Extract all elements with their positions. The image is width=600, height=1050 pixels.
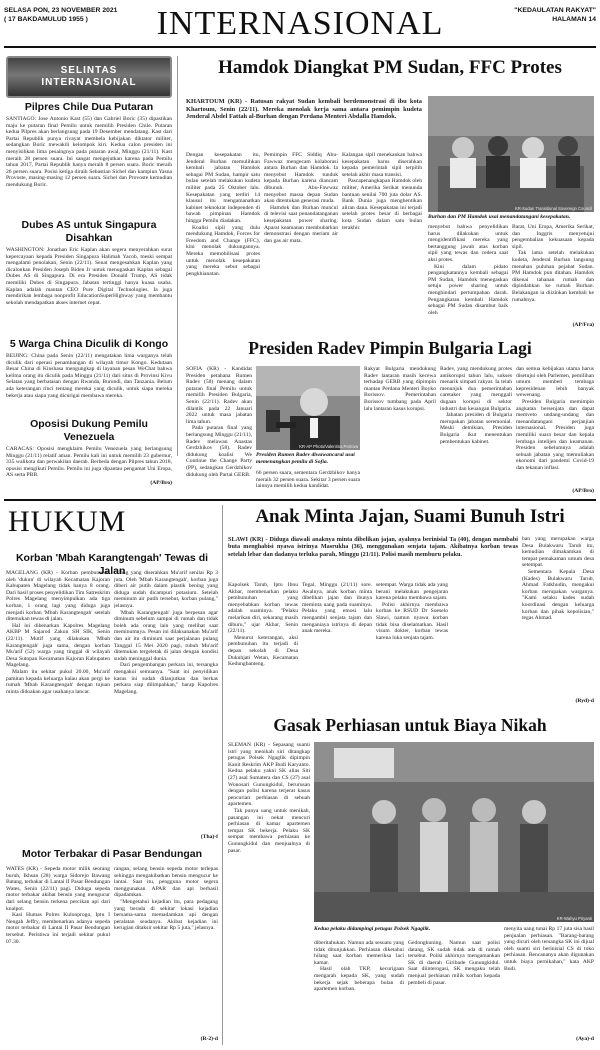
issue-date: SELASA PON, 23 NOVEMBER 2021 (4, 7, 118, 14)
brief-body (6, 116, 172, 216)
brief-paragraph: CARACAS: Oposisi mengklaim Pemilu Venezuela yang berlangsung Minggu (21/11) relatif aman. Pemilu kali ini untuk memilih 23 gubernur, 335 walikota dan perwakilan daerah. Berbeda dengan Pilpres tahun 2018, oposisi mengikuti Pemilu. Pemilu ini juga dipantau pengamat Uni Eropa, AS serta PBB. (6, 446, 172, 479)
article-paragraph: Rakyat Bulgaria mendukung Radev lantaran masih kecewa terhadap GERB yang dipimpin mantan Perdana Menteri Boyko Borissov. Pemerintahan Borissov tumbang pada April lalu lantaran kasus korupsi. (364, 366, 436, 412)
article-paragraph: Sementara Kepala Desa (Kades) Bulakwaru Tarub, Ahmad Fatkhudin, mengakui korban merupakan warganya. "Kami selaku kades sudah koordinasi dengan keluarga korban dan pihak kepolisian," tegas Ahmad. (522, 568, 594, 622)
photo-credit: KR-Sudan Transitional Sovereign Council (514, 206, 592, 211)
article-paragraph: WATES (KR) - Sepeda motor milik seorang buruh, Ikhsan (28) warga Sidorejo Bawang Batang, terbakar di Lantai II Pasar Bendungan Wates, Senin (22/11) pagi. Diduga sepeda motor terbakar akibat bensin yang mengucur dari selang bensin terkena percikan api dari knalpot. (6, 866, 110, 912)
article-paragraph: rangan, selang bensin sepeda motor terlepas sehingga mengakibatkan bensin mengucur ke lantai. Saat itu, pengguna motor segera menggunakan APAR dan api berhasil dipadamkan. (114, 866, 218, 899)
article-column (6, 570, 110, 834)
newspaper-motto: "KEDAULATAN RAKYAT" (514, 7, 596, 14)
brief-body (6, 247, 172, 335)
article-column (504, 926, 594, 1034)
article-paragraph: Kalangan sipil menekankan bahwa kesepakatan harus diserahkan kepada pemerintah sipil terpilih setelah akhir masa transisi. (342, 152, 422, 178)
article-column (228, 582, 298, 706)
article-paragraph: "Uang yang diserahkan Mu'arif senilai Rp 3 juta. Oleh 'Mbah Karangtengah', korban juga diberi air putih dalam plastik bening yang diduga sudah dicampuri potasium. Setelah meminum air putih tersebut, korban pulang," jelasnya. (114, 570, 218, 609)
article-paragraph: Kasi Humas Polres Kulonprogo, Iptu I Nengah Jeffry, membenarkan adanya sepeda motor terbakar di Lantai II Pasar Bendungan tersebut. Peristiwa ini terjadi sekitar pukul 07.30. (6, 912, 110, 945)
article-column (516, 366, 594, 488)
brief-paragraph: BEIJING: China pada Senin (22/11) mengatakan lima warganya telah diculik dari operasi penambangan di wilayah timur Kongo. Kedutaan Besar China di Kinshasa mengungkap di layanan pesan WeChat bahwa kelima orang itu diculik pada Minggu (21/11) dari situs di Provinsi Kivu Selatan yang berbatasan dengan Rwanda, Burundi, dan Tanzania. Belum ada keterangan rinci tentang mereka yang diculik, untuk siapa mereka bekerja atau siapa yang dicurigai membawa mereka. (6, 353, 172, 399)
photo-caption: Burhan dan PM Hamdok usai menandatangani kesepakatan. (428, 214, 571, 220)
article-column (342, 152, 422, 328)
article-column (512, 224, 594, 320)
article-paragraph: Gedongkuning. Namun saat polisi datang, SK sudah tidak ada di rumah tersebut. Polisi akhirnya mengamankan SK di daerah Giribade Gunungkidul. Saat diinterogasi, SK mengaku telah menjual perhiasan milik korban kepada pembeli di pasar. (408, 940, 500, 986)
article-paragraph: Malam itu sekitar pukul 20.00, Mu'arif pamitan kepada keluarga kalau akan pergi ke rumah 'Mbah Karangtengah' dengan tujuan minta didoakan agar usahanya lancar. (6, 668, 110, 695)
article-paragraph: Dari pengembangan perkara ini, tersangka mengakui semuanya. "Saat ini penyidikan kasus ini sudah dilanjutkan dan berkas perkara siap dilimpahkan," harap Kapolres Magelang. (114, 662, 218, 695)
section-title: INTERNASIONAL (156, 5, 444, 42)
brief-body (6, 446, 172, 480)
byline: (AP/Bro) (572, 488, 594, 494)
headline-mbah-karangtengah: Korban 'Mbah Karangtengah' Tewas di Jalan (15, 552, 209, 577)
photo-illustration (314, 742, 594, 922)
article-paragraph: ban yang merupakan warga Desa Bulakwaru Tarub itu, kemudian dimakamkan di tempat pemakaman umum desa setempat. (522, 536, 594, 569)
masthead (4, 4, 596, 48)
article-paragraph: menyebut bahwa penyelidikan harus dilakukan untuk mengidentifikasi mereka yang bertanggung jawab atas korban sipil yang tewas dan cedera saat aksi protes. (428, 224, 508, 263)
article-column (376, 582, 448, 706)
article-paragraph: "Mengetahui kejadian itu, para pedagang yang berada di sekitar lokasi kejadian bersama-sama memadamkan api dengan peralatan seadanya. Akibat kejadian ini kerugian ditaksir sekitar Rp 5 juta," jelasnya. (114, 898, 218, 932)
photo-radev (256, 366, 360, 450)
article-column (186, 152, 260, 328)
photo-credit: KR-Wahyu Priyanti (556, 916, 592, 921)
brief-headline: 5 Warga China Diculik di Kongo (9, 338, 169, 350)
article-paragraph: MAGELANG (KR) - Korban pembunuhan oleh 'dukun' di wilayah Kecamatan Kajoran Kabupaten Magelang tidak hanya 8 orang. Dari hasil proses penyelidikan Tim Satreskrim Polres Magelang menyimpulkan ada tiga korban, 1 orang lagi yang diduga juga menjadi korban 'Mbah Karangtengah' setelah ditemukan tewas di jalan. (6, 570, 110, 623)
section-label-hukum: HUKUM (8, 505, 127, 538)
selintas-column (6, 56, 178, 486)
selintas-banner (6, 56, 172, 98)
lead-hamdok: KHARTOUM (KR) - Ratusan rakyat Sudan kembali berdemonstrasi di ibu kota Khartoum, Senin (22/11). Mereka menolak kerja sama antara pemimpin kudeta Jenderal Abdel Fattah al-Burhan dengan Perdana Menteri Abdalla Hamdok. (186, 98, 422, 121)
article-paragraph: Pascapenangkapan Hamdok oleh militer, Amerika Serikat menunda bantuan senilai 700 juta dolar AS. Bank Dunia juga menghentikan aliran dana. Kesepakatan ini terjadi setelah protes besar di berbagai kota Sudan dalam satu bulan terakhir. (342, 178, 422, 231)
byline: (Ryd)-d (575, 698, 594, 704)
brief-headline: Pilpres Chile Dua Putaran (24, 101, 154, 113)
article-paragraph: Jabatan presiden di Bulgaria merupakan jabatan seremonial. Meski demikian, Presiden Bulgaria ikut menentukan pembentukan kabinet. (440, 412, 512, 445)
article-column (264, 152, 338, 328)
article-paragraph: Hal ini dibenarkan Kapolres Magelang AKBP M Sajarod Zakun SH SIK, Senin (22/11). Mutif yang dilakukan 'Mbah Karangtengah' juga sama, dengan korban Mu'arif (52) warga yang tinggal di wilayah Desa Sutopan Kecamatan Kajoran Kabupaten Magelang. (6, 622, 110, 669)
selintas-sublabel: INTERNASIONAL (41, 77, 137, 88)
photo-hamdok-burhan (428, 96, 594, 212)
article-paragraph: Tak lama setelah melakukan kudeta, Jenderal Burhan langsung menahan puluhan pejabat Sudan. PM Hamdok pun ditahan. Hamdok dikenai tahanan rumah dan dipindahkan ke rumah Burhan. Belakangan ia diizinkan kembali ke rumahnya. (512, 250, 594, 303)
article-paragraph: menyita uang tunai Rp 17 juta sisa hasil penjualan perhiasan. "Barang-barang yang dicuri oleh tersangka SK ini dijual oleh suami siri berinisial CS di toko perhiasan. Rencananya akan digunakan untuk biaya pernikahan," kata AKP Budi. (504, 926, 594, 972)
article-column (114, 866, 218, 1034)
article-column (114, 570, 218, 834)
photo-illustration (428, 96, 594, 212)
article-paragraph: SLEMAN (KR) - Sepasang suami istri yang menikah siri ditangkap petugas Polsek Ngaglik dipimpin Kanit Reskrim AKP Budi Karyanto. Kedua pelaku yakni SK alias Siti (27) asal Sumatera dan CS (27) asal Wonosari Gunungkidul, berurusan dengan polisi karena terjerat kasus pencurian perhiasan di sebuah apartemen. (228, 742, 310, 808)
article-paragraph: Menurut keterangan, aksi pembunuhan itu terjadi di depan sekolah di Desa Dukuhjati Wetan, Kecamatan Kedungbanteng. (228, 634, 298, 668)
headline-hamdok: Hamdok Diangkat PM Sudan, FFC Protes (218, 57, 562, 78)
page-number: HALAMAN 14 (552, 16, 596, 23)
article-paragraph: Tak punya uang untuk menikah, pasangan ini nekat mencuri perhiasan di kamar apartemen tempat SK bekerja. Pelaku SK sempat membawa perhiasan ke Gunungkidul dan menjualnya di pasar. (228, 807, 310, 854)
article-paragraph: 'Mbah Karangtengah' juga berpesan agar diminum sebelum sampai di rumah dan tidak boleh ada orang lain yang melihat saat meminumnya. Pesan ini dilaksanakan Mu'arif dan air itu diminum saat perjalanan pulang Tanggal 15 Mei 2020 pagi, tubuh Mu'arif ditemukan tergeletak di jalan dengan kondisi sudah meninggal dunia. (114, 609, 218, 662)
byline: (Tha)-f (200, 834, 218, 840)
photo-polsek-ngaglik (314, 742, 594, 922)
article-paragraph: setempat. Warga tidak ada yang berani melakukan pengejaran karena pelaku membawa sajam. (376, 582, 448, 602)
article-column (408, 940, 500, 1042)
brief-paragraph: WASHINGTON: Jonathan Eric Kaplan akan segera menyerahkan surat kepercayaan kepada Presiden Singapura Halimah Yacob, meski sempat mengalami penolakan, Senin (22/11). Senat mengesahkan Kaplan yang dicalonkan Presiden Joseph Biden Jr untuk menugaskan Kaplan sebagai Dubes AS di Singapura. Di era Presiden Donald Trump, AS tidak memiliki Dubes di Singapura. Jabatan tertinggi hanya kuasa usaha. Kaplan adalah mantan CEO Pure Digital Technologies. Ia juga mendirikan lembaga nonprofit EducationSuperHighway yang membantu sekolah mendapatkan akses internet cepat. (6, 247, 172, 306)
article-column (228, 742, 310, 1042)
article-column (428, 224, 508, 328)
brief-headline: Dubes AS untuk Singapura Disahkan (21, 219, 157, 244)
article-paragraph: 66 persen suara, sementara Gerdzhikov hanya meraih 32 persen suara. Sekitar 3 persen suara lainnya memilih kedua kandidat. (256, 470, 360, 490)
article-column (364, 366, 436, 494)
article-column (186, 366, 252, 494)
article-paragraph: Barat, Uni Eropa, Amerika Serikat, dan Inggris menyetujui pengembalian kekuasaan kepada sipil. (512, 224, 594, 250)
article-paragraph: Kapolsek Tarub, Iptu Ibnu Akbar, membenarkan pelaku pembunuhan yang menyebabkan korban tewas adalah suaminya. "Pelaku melarikan diri, sekarang masih diburu," ujar Akbar, Senin (22/11). (228, 582, 298, 635)
javanese-date: ( 17 BAKDAMULUD 1955 ) (4, 16, 88, 23)
article-paragraph: Pemimpin FFC Siddiq Abu-Fawwaz mengecam kolaborasi antara Burhan dan Hamdok. Ia menyebut Hamdok tunduk kepada Burhan karena diancam dibunuh. Abu-Fawwaz menyebut massa depan Sudan akan ditentukan generasi muda. (264, 152, 338, 205)
article-paragraph: Pada putaran final yang berlangsung Minggu (21/11), Radev melawan Anastas Gerdzhikov (58). Radev didukung koalisi We Continue the Change Party (PP), sedangkan Gerdzhikov didukung oleh Partai GERB. (186, 425, 252, 478)
byline: (AP/Bro) (150, 480, 172, 486)
article-paragraph: Koalisi sipil yang dulu mendukung Hamdok, Forces for Freedom and Change (FFC), kini menolak dukungannya. Mereka memobilisasi protes untuk menolak kesepakatan yang mereka sebut sebagai pengkhianatan. (186, 224, 260, 277)
headline-radev: Presiden Radev Pimpin Bulgaria Lagi (248, 338, 532, 358)
article-paragraph: Kini dalam pidato pengangkatannya kembali sebagai PM Sudan, Hamdok menegaskan setuju power sharing untuk menghindari pertumpahan darah. Pengangkatan kembali Hamdok sebagai PM Sudan disambut baik oleh (428, 263, 508, 316)
photo-illustration (256, 366, 360, 450)
brief-body (6, 353, 172, 415)
byline: (Aya)-d (576, 1036, 594, 1042)
article-paragraph: Radev, yang mendukung protes antikorupsi tahun lalu, sukses menarik simpati rakyat. Ia telah menunjuk dua pemerintahan caretaker yang menggali dugaan korupsi di sektor industri dan keuangan Bulgaria. (440, 366, 512, 412)
article-paragraph: Hasil olah TKP, kecurigaan mengarah kepada SK, yang sudah bekerja sejak beberapa bulan di apartemen korban. (314, 966, 404, 993)
headline-motor-terbakar: Motor Terbakar di Pasar Bendungan (21, 848, 203, 860)
article-column (522, 536, 594, 696)
article-paragraph: Presiden Bulgaria memimpin angkatan bersenjata dan dapat memveto undang-undang dan menandatangani perjanjian internasional. Presiden juga memiliki suara besar dan kepala lembaga intelijen dan keamanan. Presiden sebelumnya adalah sebuah jabatan yang memuliakan ekonomi dari pandemi Covid-19 dan tekanan inflasi. (516, 398, 594, 471)
byline: (AP/Fra) (572, 322, 594, 328)
article-paragraph: Hamdok dan Burhan muncul di televisi saat penandatanganan kesepakatan power sharing. Aparat keamanan membubarkan demonstrasi dengan meriam air dan gas air mata. (264, 204, 338, 244)
article-paragraph: dan semua kebijakan utama harus disetujui oleh Parlemen, pemilihan umum memberi tembaga kepresidenan lebih banyak wewenang. (516, 366, 594, 399)
lead-anak-minta-jajan: SLAWI (KR) - Diduga diawali anaknya minta dibelikan jajan, ayahnya berinisial Ta (40), dengan membabi buta menghabisi nyawa istrinya Masrukha (36), menggunakan senjata tajam. Akibatnya korban tewas setelah lebar dan dadanya terluka parah, Minggu (21/11). Polisi masih memburu pelaku. (228, 536, 518, 558)
selintas-label: SELINTAS (60, 65, 118, 76)
brief-paragraph: SANTIAGO: Jose Antonio Kast (55) dan Gabriel Boric (35) dipastikan maju ke putaran final Pemilu untuk memilih Presiden Chile. Putaran kedua Pilpres akan berlangsung pada 19 Desember mendatang. Kast dari Partai Republik punya rivayat membela kebijakan diktator militer, sedangkan Boric mewakili kelompok kiri. Kedua calon presiden ini menyisihkan lima pesaingnya pada putaran awal, Minggu (21/11). Kast meraih 28 persen suara. Ini sangat mengejutkan karena pada Pemilu tahun 2017, Partai Republik hanya meraih 8 persen suara. Boric meraih 26 persen suara. Posisi ketiga diraih Sebastian Sichel dan kampiun Yasna Provoste, masing-masing 12 persen suara. Sichel dan Provoste kemudian mendukung Boric. (6, 116, 172, 188)
article-column (6, 866, 110, 1042)
article-column (314, 940, 404, 1042)
photo-caption: Presiden Rumen Radev diwawancarai usai memenangkan pemilu di Sofia. (256, 452, 355, 465)
article-column (302, 582, 372, 706)
photo-credit: KR-AP Photo/Valentina Petrova (299, 444, 358, 449)
brief-headline: Oposisi Dukung Pemilu Venezuela (30, 418, 148, 443)
article-column (440, 366, 512, 494)
photo-caption: Kedua pelaku didampingi petugas Polsek Ngaglik. (314, 926, 431, 932)
column-rule (222, 505, 223, 1045)
article-column (256, 470, 360, 496)
article-paragraph: Polisi akhirnya membawa korban ke RSUD Dr Soeselo Slawi, namun nyawa korban tidak bisa diselamatkan. Hasil visum dokter, korban tewas karena luka senjata tajam. (376, 601, 448, 641)
section-divider (4, 499, 596, 501)
article-paragraph: SOFIA (KR) - Kandidat Presiden petahana Rumen Radev (58) menang dalam putaran final Pemilu untuk memilih Presiden Bulgaria, Senin (22/11). Radev akan dilantik pada 22 Januari 2022 untuk masa jabatan lima tahun. (186, 366, 252, 425)
article-paragraph: diberitahukan. Namun ada sesuatu yang tidak ditunjukkan. Perhiasan diketahui hilang saat korban memeriksa laci kamar. (314, 940, 404, 966)
headline-anak-minta-jajan: Anak Minta Jajan, Suami Bunuh Istri (255, 506, 565, 527)
headline-gasak-perhiasan: Gasak Perhiasan untuk Biaya Nikah (273, 715, 547, 735)
byline: (R-2)-d (200, 1036, 218, 1042)
masthead-right (514, 6, 596, 24)
article-paragraph: Tegal, Minggu (21/11) sore. Awalnya, anak korban minta dibelikan jajan dan ibunya meminta uang pada suaminya. Pelaku yang emosi lalu mengambil senjata tajam dan menganiaya istrinya di depan anak mereka. (302, 582, 372, 635)
article-paragraph: Dengan kesepakatan itu, Jenderal Burhan memulihkan kembali jabatan Hamdok sebagai PM Sudan, hampir satu bulan setelah melakukan kudeta militer pada 25 Oktober lalu. Kesepakatan yang terdiri 14 klausul itu mengamanatkan kabinet teknokrat independen di bawah pimpinan Hamdok hingga Pemilu diadakan. (186, 152, 260, 224)
